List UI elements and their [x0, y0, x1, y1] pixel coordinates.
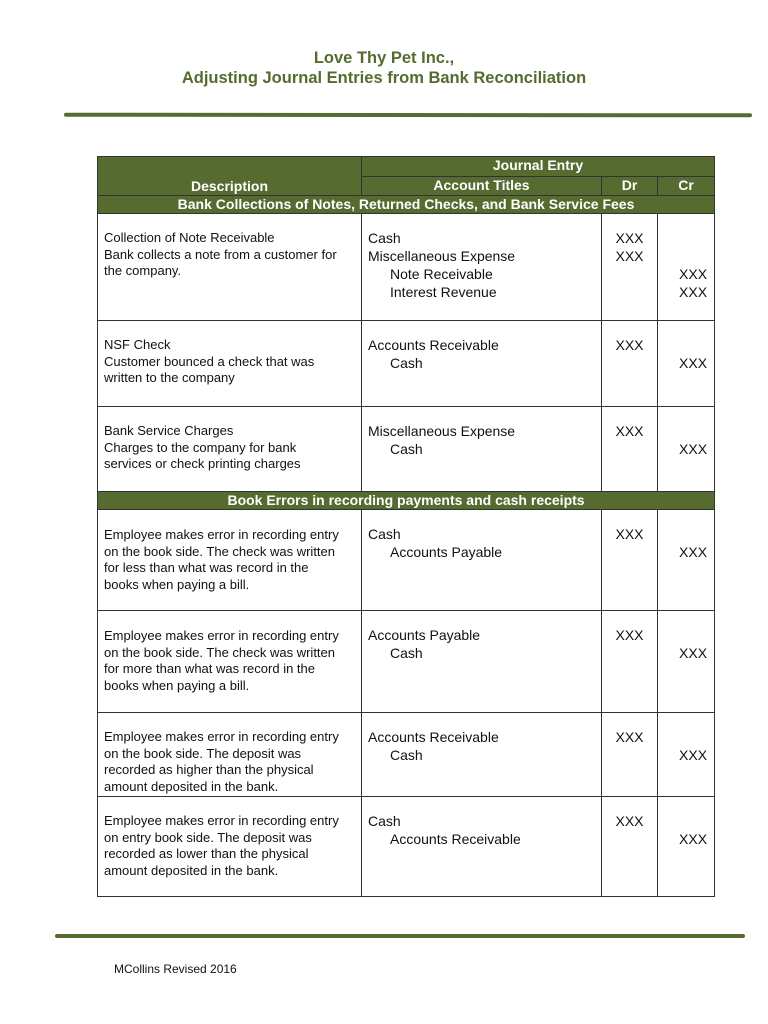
- row-description: NSF Check Customer bounced a check that was written to the company: [98, 321, 362, 407]
- row-accounts: Accounts Receivable Cash: [362, 321, 602, 407]
- row-debit: XXX: [602, 611, 658, 713]
- row-description: Employee makes error in recording entry on the book side. The deposit was recorded as higher than the physical amount deposited in the bank.: [98, 713, 362, 797]
- row-credit: XXX: [658, 611, 715, 713]
- row-description: Bank Service Charges Charges to the company for bank services or check printing charges: [98, 407, 362, 492]
- table-row: [98, 797, 715, 897]
- header-journal-entry: Journal Entry: [362, 157, 715, 177]
- page-subtitle: Adjusting Journal Entries from Bank Reconciliation: [181, 69, 587, 87]
- row-credit: XXX: [658, 321, 715, 407]
- header-description: Description: [98, 157, 362, 196]
- page-title: Love Thy Pet Inc.,: [313, 49, 455, 67]
- row-debit: XXX: [602, 797, 658, 897]
- row-debit: XXX: [602, 713, 658, 797]
- row-debit: XXX: [602, 407, 658, 492]
- bottom-divider: [55, 934, 745, 938]
- header-dr: Dr: [602, 176, 658, 196]
- row-debit: XXX: [602, 321, 658, 407]
- top-divider: [64, 113, 752, 118]
- row-accounts: Accounts Payable Cash: [362, 611, 602, 713]
- row-description: Employee makes error in recording entry on the book side. The check was written for more than what was record in the books when paying a bill.: [98, 611, 362, 713]
- row-credit: XXX: [658, 713, 715, 797]
- row-credit: XXX XXX: [658, 214, 715, 321]
- row-debit: XXX XXX: [602, 214, 658, 321]
- row-debit: XXX: [602, 510, 658, 611]
- row-description: Employee makes error in recording entry on the book side. The check was written for less than what was record in the books when paying a bill.: [98, 510, 362, 611]
- header-cr: Cr: [658, 176, 715, 196]
- journal-entry-table: [97, 156, 715, 897]
- row-accounts: Cash Accounts Receivable: [362, 797, 602, 897]
- header-account-titles: Account Titles: [362, 176, 602, 196]
- row-credit: XXX: [658, 510, 715, 611]
- row-description: Collection of Note Receivable Bank collects a note from a customer for the company.: [98, 214, 362, 321]
- table-row: [98, 214, 715, 321]
- row-credit: XXX: [658, 407, 715, 492]
- row-accounts: Cash Miscellaneous Expense Note Receivable Interest Revenue: [362, 214, 602, 321]
- section-bank-collections: Bank Collections of Notes, Returned Checks, and Bank Service Fees: [98, 196, 715, 214]
- table-row: [98, 407, 715, 492]
- row-accounts: Accounts Receivable Cash: [362, 713, 602, 797]
- row-accounts: Cash Accounts Payable: [362, 510, 602, 611]
- footer-revision-note: MCollins Revised 2016: [114, 962, 237, 976]
- row-accounts: Miscellaneous Expense Cash: [362, 407, 602, 492]
- row-credit: XXX: [658, 797, 715, 897]
- table-row: [98, 510, 715, 611]
- table-row: [98, 321, 715, 407]
- table-row: [98, 611, 715, 713]
- table-row: [98, 713, 715, 797]
- row-description: Employee makes error in recording entry on entry book side. The deposit was recorded as lower than the physical amount deposited in the bank.: [98, 797, 362, 897]
- section-book-errors: Book Errors in recording payments and cash receipts: [98, 492, 715, 510]
